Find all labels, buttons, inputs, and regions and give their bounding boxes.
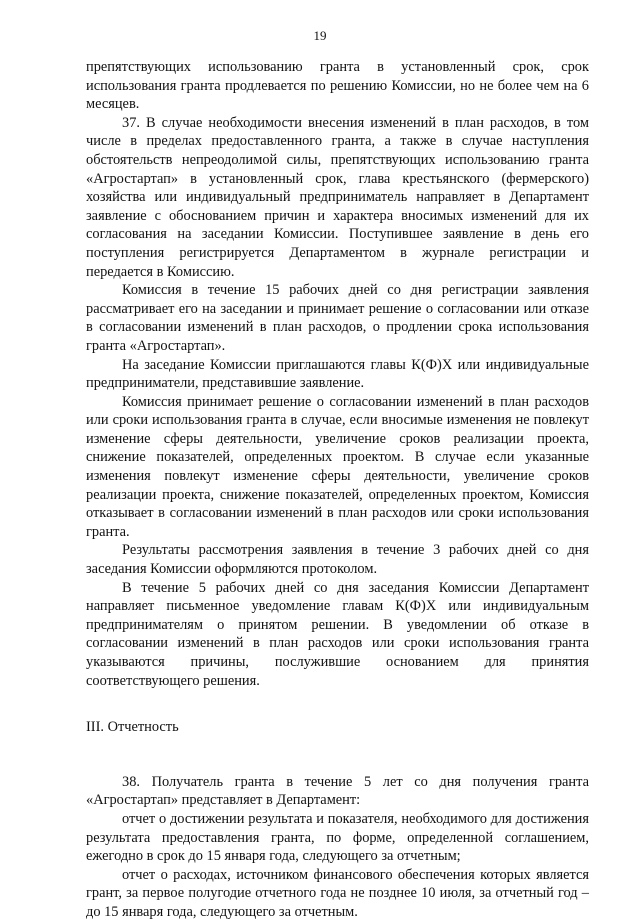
paragraph: Комиссия принимает решение о согласовании изменений в план расходов или сроки использования гранта в случае, если вносимые изменения не повлекут изменение сферы деятельности, увеличение сроков реализации проекта, снижение показателей, определенных проектом. В случае если указанные изменения повлекут изменение сферы деятельности, увеличение сроков реализации проекта, снижение показателей, определенных проектом, Комиссия отказывает в согласовании изменений в план расходов или сроки использования гранта. xyxy=(86,393,589,540)
section-ii-continuation xyxy=(86,58,589,690)
page-number: 19 xyxy=(313,28,327,43)
paragraph: 37. В случае необходимости внесения изменений в план расходов, в том числе в пределах предоставленного гранта, а также в случае наступления обстоятельств непреодолимой силы, препятствующих использованию гранта «Агростартап» в установленный срок, глава крестьянского (фермерского) хозяйства или индивидуальный предприниматель направляет в Департамент заявление с обоснованием причин и характера вносимых изменений для их согласования на заседании Комиссии. Поступившее заявление в день его поступления регистрируется Департаментом в журнале регистрации и передается в Комиссию. xyxy=(86,114,589,280)
paragraph: Результаты рассмотрения заявления в течение 3 рабочих дней со дня заседания Комиссии оформляются протоколом. xyxy=(86,542,589,578)
paragraph: отчет о достижении результата и показателя, необходимого для достижения результата предоставления гранта, по форме, определенной соглашением, ежегодно в срок до 15 января года, следующего за отчетным; xyxy=(86,810,589,865)
paragraph: отчет о расходах, источником финансового обеспечения которых является грант, за первое полугодие отчетного года не позднее 10 июля, за отчетный год – до 15 января года, следующего за отчетным. xyxy=(86,866,589,920)
section-iii-body xyxy=(86,773,589,922)
document-body xyxy=(86,58,589,922)
section-heading: III. Отчетность xyxy=(86,719,179,736)
paragraph: Комиссия в течение 15 рабочих дней со дня регистрации заявления рассматривает его на заседании и принимает решение о согласовании или отказе в согласовании изменений в план расходов, о продлении срока использования гранта «Агростартап». xyxy=(86,282,589,354)
paragraph: В течение 5 рабочих дней со дня заседания Комиссии Департамент направляет письменное уведомление главам К(Ф)Х или индивидуальным предпринимателям о принятом решении. В уведомлении об отказе в согласовании изменений в план расходов или сроки использования гранта указываются причины, послужившие основанием для принятия соответствующего решения. xyxy=(86,579,589,689)
paragraph: На заседание Комиссии приглашаются главы К(Ф)Х или индивидуальные предприниматели, представившие заявление. xyxy=(86,356,589,392)
paragraph: препятствующих использованию гранта в установленный срок, срок использования гранта продлевается по решению Комиссии, но не более чем на 6 месяцев. xyxy=(86,59,589,113)
paragraph: 38. Получатель гранта в течение 5 лет со дня получения гранта «Агростартап» представляет в Департамент: xyxy=(86,773,589,809)
